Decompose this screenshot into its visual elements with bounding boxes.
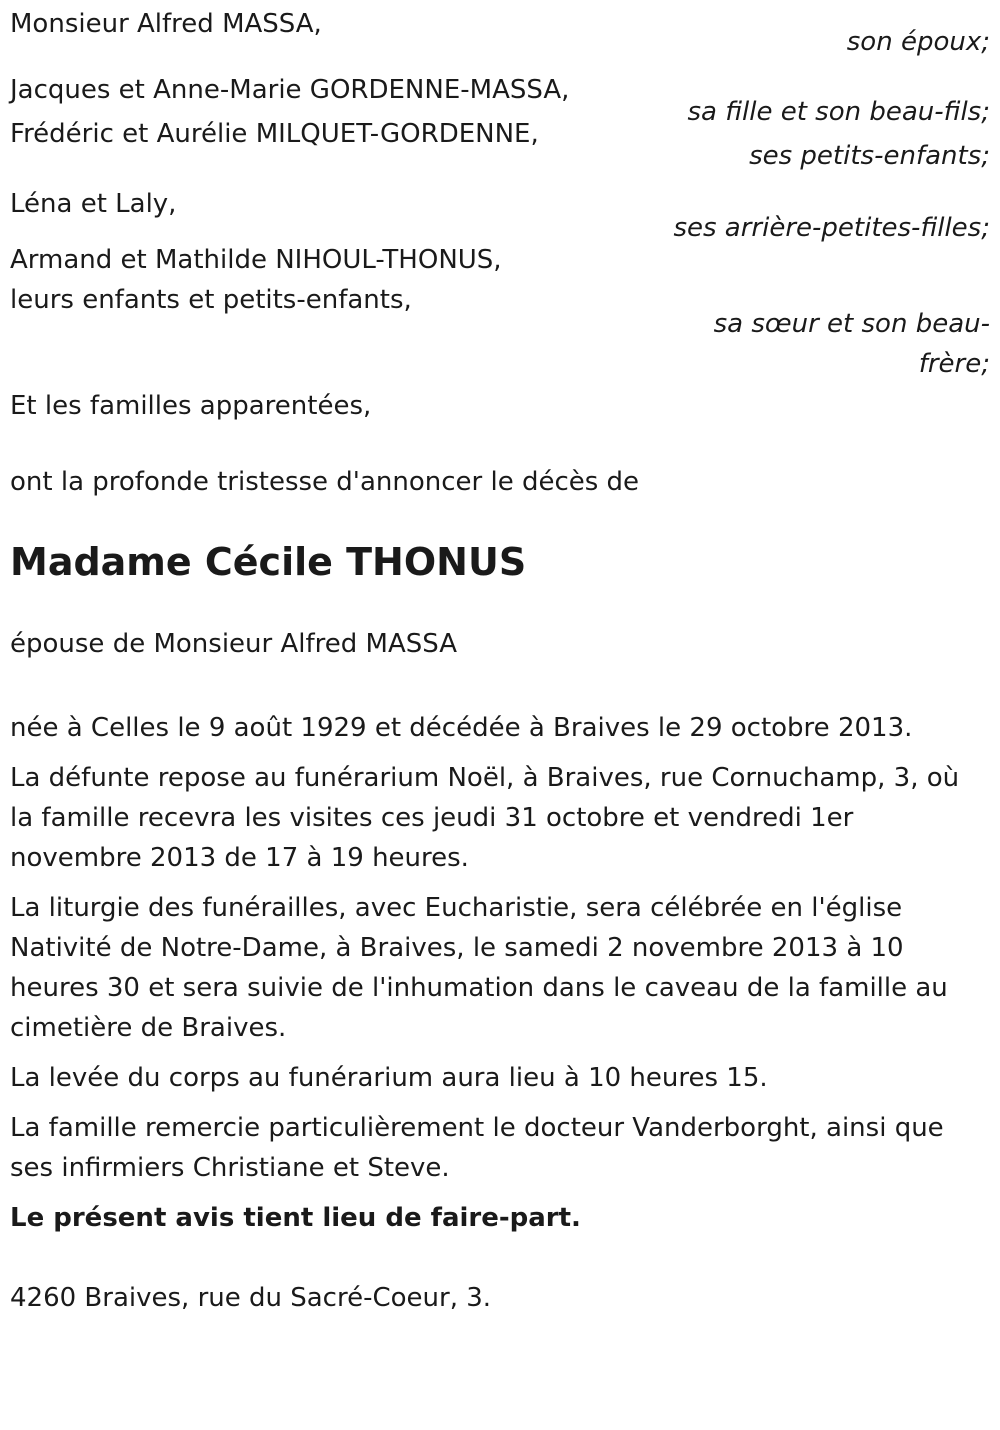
family-relation: ses petits-enfants; — [749, 141, 990, 171]
deceased-name: Madame Cécile THONUS — [10, 540, 527, 584]
family-name: Léna et Laly, — [10, 189, 177, 219]
visitation-paragraph: La défunte repose au funérarium Noël, à Braives, rue Cornuchamp, 3, où la famille recevra les visites ces jeudi 31 octobre et vendredi 1er novembre 2013 de 17 à 19 heures. — [10, 763, 960, 873]
family-name: Armand et Mathilde NIHOUL-THONUS, — [10, 245, 502, 275]
thanks-paragraph: La famille remercie particulièrement le docteur Vanderborght, ainsi que ses infirmiers Christiane et Steve. — [10, 1113, 944, 1183]
announcement-text: ont la profonde tristesse d'annoncer le décès de — [10, 467, 640, 497]
notice-line: Le présent avis tient lieu de faire-part. — [10, 1203, 581, 1233]
family-name-continued: leurs enfants et petits-enfants, — [10, 285, 412, 315]
spouse-line: épouse de Monsieur Alfred MASSA — [10, 629, 458, 659]
family-name: Jacques et Anne-Marie GORDENNE-MASSA, — [10, 75, 570, 105]
birth-death-paragraph: née à Celles le 9 août 1929 et décédée à Braives le 29 octobre 2013. — [10, 713, 913, 743]
family-entry — [10, 240, 990, 384]
family-entry — [10, 184, 990, 248]
family-name: Frédéric et Aurélie MILQUET-GORDENNE, — [10, 119, 539, 149]
families-line: Et les familles apparentées, — [10, 391, 372, 421]
family-relation: sa fille et son beau-fils; — [687, 97, 990, 127]
funeral-paragraph: La liturgie des funérailles, avec Eucharistie, sera célébrée en l'église Nativité de Notre-Dame, à Braives, le samedi 2 novembre 2013 à 10 heures 30 et sera suivie de l'inhumation dans le caveau de la famille au cimetière de Braives. — [10, 893, 948, 1043]
family-relation: son époux; — [846, 27, 990, 57]
family-relation: ses arrière-petites-filles; — [673, 213, 990, 243]
procession-paragraph: La levée du corps au funérarium aura lieu à 10 heures 15. — [10, 1063, 768, 1093]
address-line: 4260 Braives, rue du Sacré-Coeur, 3. — [10, 1283, 492, 1313]
family-name: Monsieur Alfred MASSA, — [10, 9, 322, 39]
family-entry — [10, 4, 990, 62]
family-relation: sa sœur et son beau-frère; — [713, 309, 990, 379]
